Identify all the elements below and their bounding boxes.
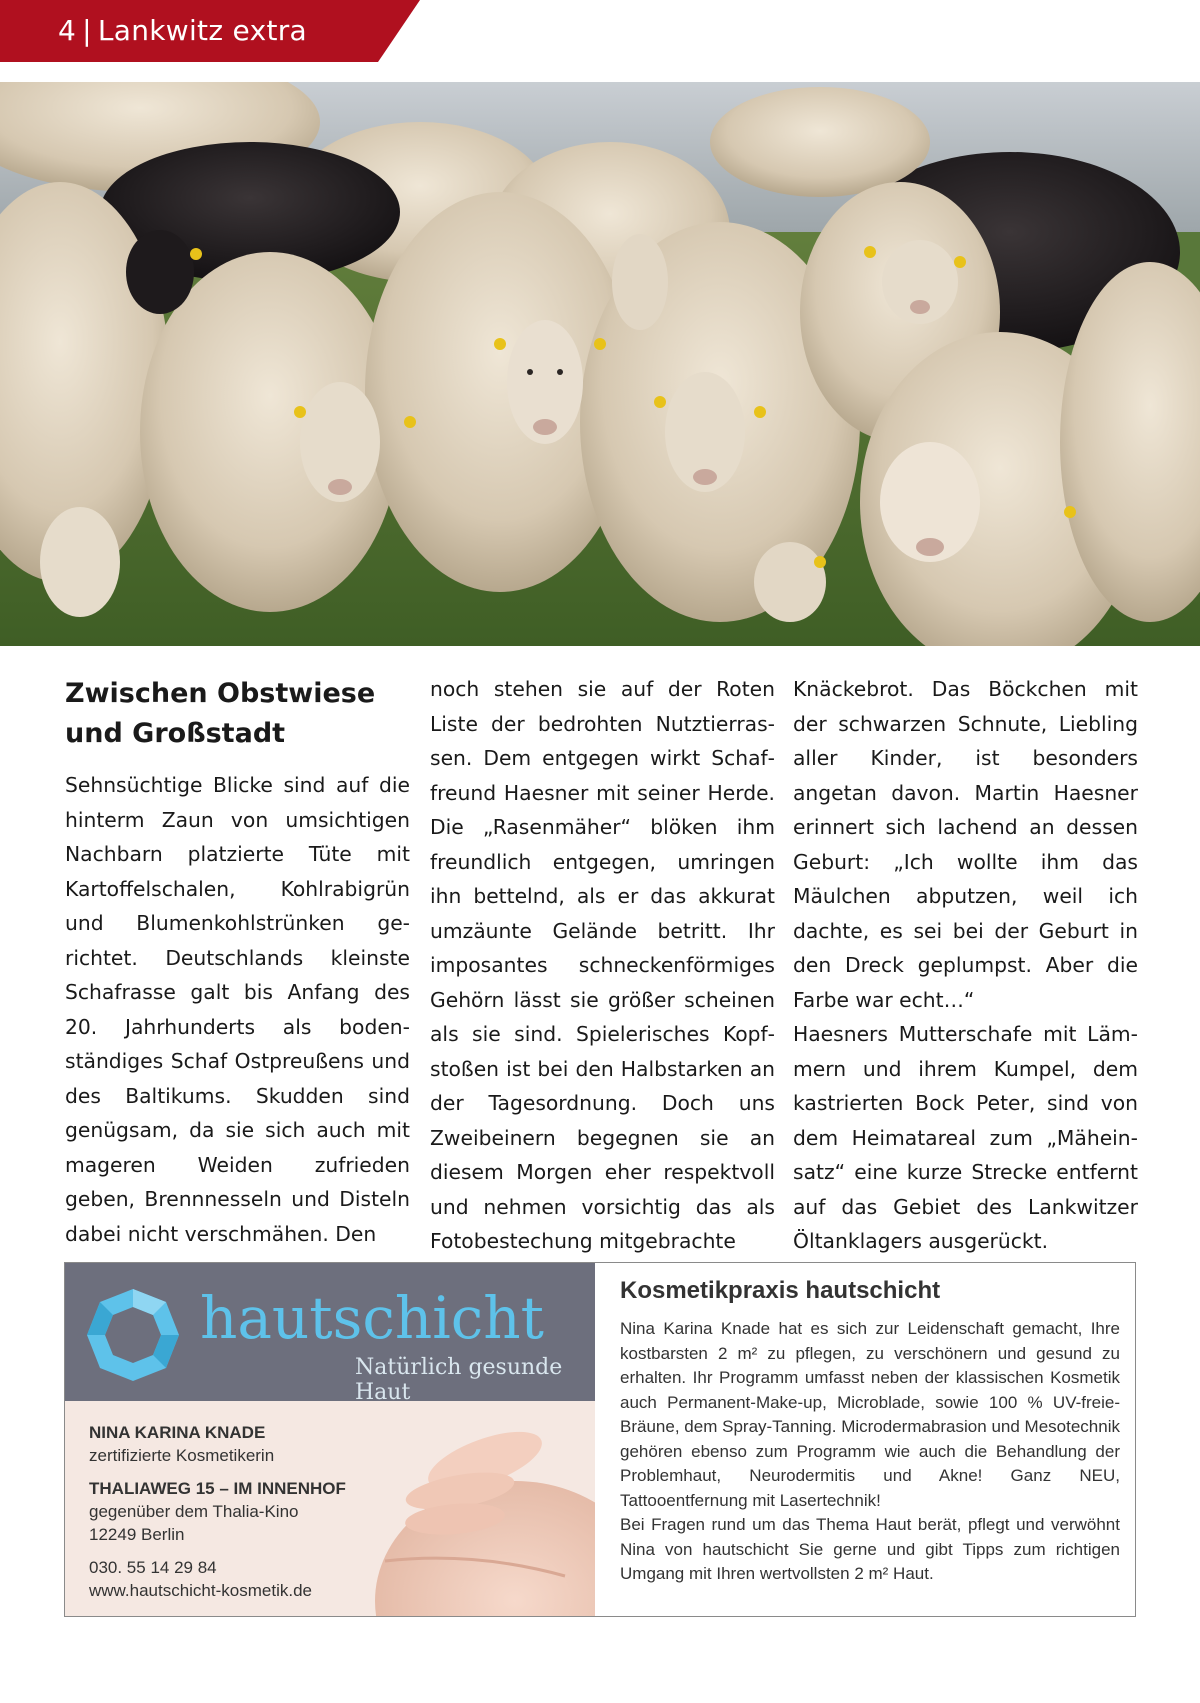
article-column-2 bbox=[430, 672, 775, 1259]
ad-person-role: zertifizierte Kosmetikerin bbox=[89, 1446, 275, 1465]
article-text-col2: noch stehen sie auf der Roten Liste der bedrohten Nutztierrassen. Dem entgegen wirkt Schaffreund Haesner mit seiner Herde. Die „Rasenmäher“ blöken ihm freundlich entgegen, umringen ihn bettelnd, als er das akkurat umzäunte Gelände betritt. Ihr imposantes schneckenförmiges Gehörn lässt sie größer scheinen als sie sind. Spielerisches Kopfstoßen ist bei den Halbstarken an der Tagesordnung. Doch uns Zweibeinern begegnen sie an diesem Morgen eher respektvoll und nehmen vorsichtig das als Fotobestechung mitgebrachte bbox=[430, 677, 775, 1253]
ad-location-line-1: gegenüber dem Thalia-Kino bbox=[89, 1502, 299, 1521]
ad-title: Kosmetikpraxis hautschicht bbox=[620, 1277, 941, 1304]
ad-phone: 030. 55 14 29 84 bbox=[89, 1558, 217, 1577]
ad-person-name: NINA KARINA KNADE bbox=[89, 1423, 266, 1442]
ad-body-p2: Bei Fragen rund um das Thema Haut berät, pflegt und verwöhnt Nina von hautschicht Sie gerne und gibt Tipps zum richtigen Umgang mit Ihren wertvollsten 2 m² Haut. bbox=[620, 1515, 1120, 1583]
page-number: 4 bbox=[58, 14, 77, 47]
ad-brand-panel bbox=[65, 1263, 595, 1616]
ad-body-p1: Nina Karina Knade hat es sich zur Leidenschaft gemacht, Ihre kostbarsten 2 m² zu pflegen, zu verschönern und gesund zu erhalten. Ihr Programm umfasst neben der klassischen Kosmetik auch Permanent-Make-up, Microblade, sowie 100 % UV-freie-Bräune, dem Spray-Tanning. Microdermabrasion und Mesotechnik gehören ebenso zum Programm wie auch die Behandlung der Problemhaut, Neurodermitis und Akne! Ganz NEU, Tattooentfernung mit Lasertechnik! bbox=[620, 1319, 1120, 1510]
article bbox=[0, 672, 1200, 1262]
ad-text-panel bbox=[620, 1277, 1120, 1587]
photo-illustration bbox=[0, 82, 1200, 646]
ad-location-line-2: 12249 Berlin bbox=[89, 1525, 185, 1544]
article-text-col3-p2: Haesners Mutterschafe mit Lämmern und ihrem Kumpel, dem kastrierten Bock Peter, sind von dem Heimatareal zum „Mäheinsatz“ eine kurze Strecke entfernt auf das Gebiet des Lankwitzer Öltanklagers ausgerückt. bbox=[793, 1022, 1138, 1253]
ad-contact-info bbox=[89, 1421, 379, 1602]
section-header bbox=[58, 14, 307, 47]
ad-website[interactable]: www.hautschicht-kosmetik.de bbox=[89, 1581, 312, 1600]
article-text-col3-p1: Knäckebrot. Das Böckchen mit der schwarzen Schnute, Liebling aller Kinder, ist besonders angetan davon. Martin Haesner erinnert sich lachend an dessen Geburt: „Ich wollte ihm das Mäulchen abputzen, weil ich dachte, es sei bei der Geburt in den Dreck geplumpst. Aber die Farbe war echt…“ bbox=[793, 677, 1138, 1012]
article-headline bbox=[65, 674, 410, 754]
ad-hand-photo bbox=[365, 1401, 595, 1616]
article-text-col1: Sehnsüchtige Blicke sind auf die hinterm Zaun von umsichtigen Nachbarn platzierte Tüte mit Kartoffelschalen, Kohlrabigrün und Blumenkohlstrünken gerichtet. Deutschlands kleinste Schafrasse galt bis Anfang des 20. Jahrhunderts als bodenständiges Schaf Ostpreußens und des Baltikums. Skudden sind genügsam, da sie sich auch mit mageren Weiden zufrieden geben, Brennnesseln und Disteln dabei nicht verschmähen. Den bbox=[65, 773, 410, 1246]
hautschicht-logo-icon bbox=[83, 1285, 183, 1385]
sheep-herd-photo bbox=[0, 82, 1200, 646]
advertisement-box bbox=[64, 1262, 1136, 1617]
headline-line-2: und Großstadt bbox=[65, 718, 286, 749]
header-separator: | bbox=[82, 14, 92, 47]
ad-tagline: Natürlich gesunde Haut bbox=[355, 1355, 563, 1405]
article-column-3 bbox=[793, 672, 1138, 1259]
ad-brand-header bbox=[65, 1263, 595, 1405]
section-title: Lankwitz extra bbox=[97, 14, 307, 47]
ad-address: THALIAWEG 15 – IM INNENHOF bbox=[89, 1479, 346, 1498]
article-column-1 bbox=[65, 672, 410, 1251]
ad-brand-name: hautschicht bbox=[200, 1284, 544, 1352]
headline-line-1: Zwischen Obstwiese bbox=[65, 678, 376, 709]
